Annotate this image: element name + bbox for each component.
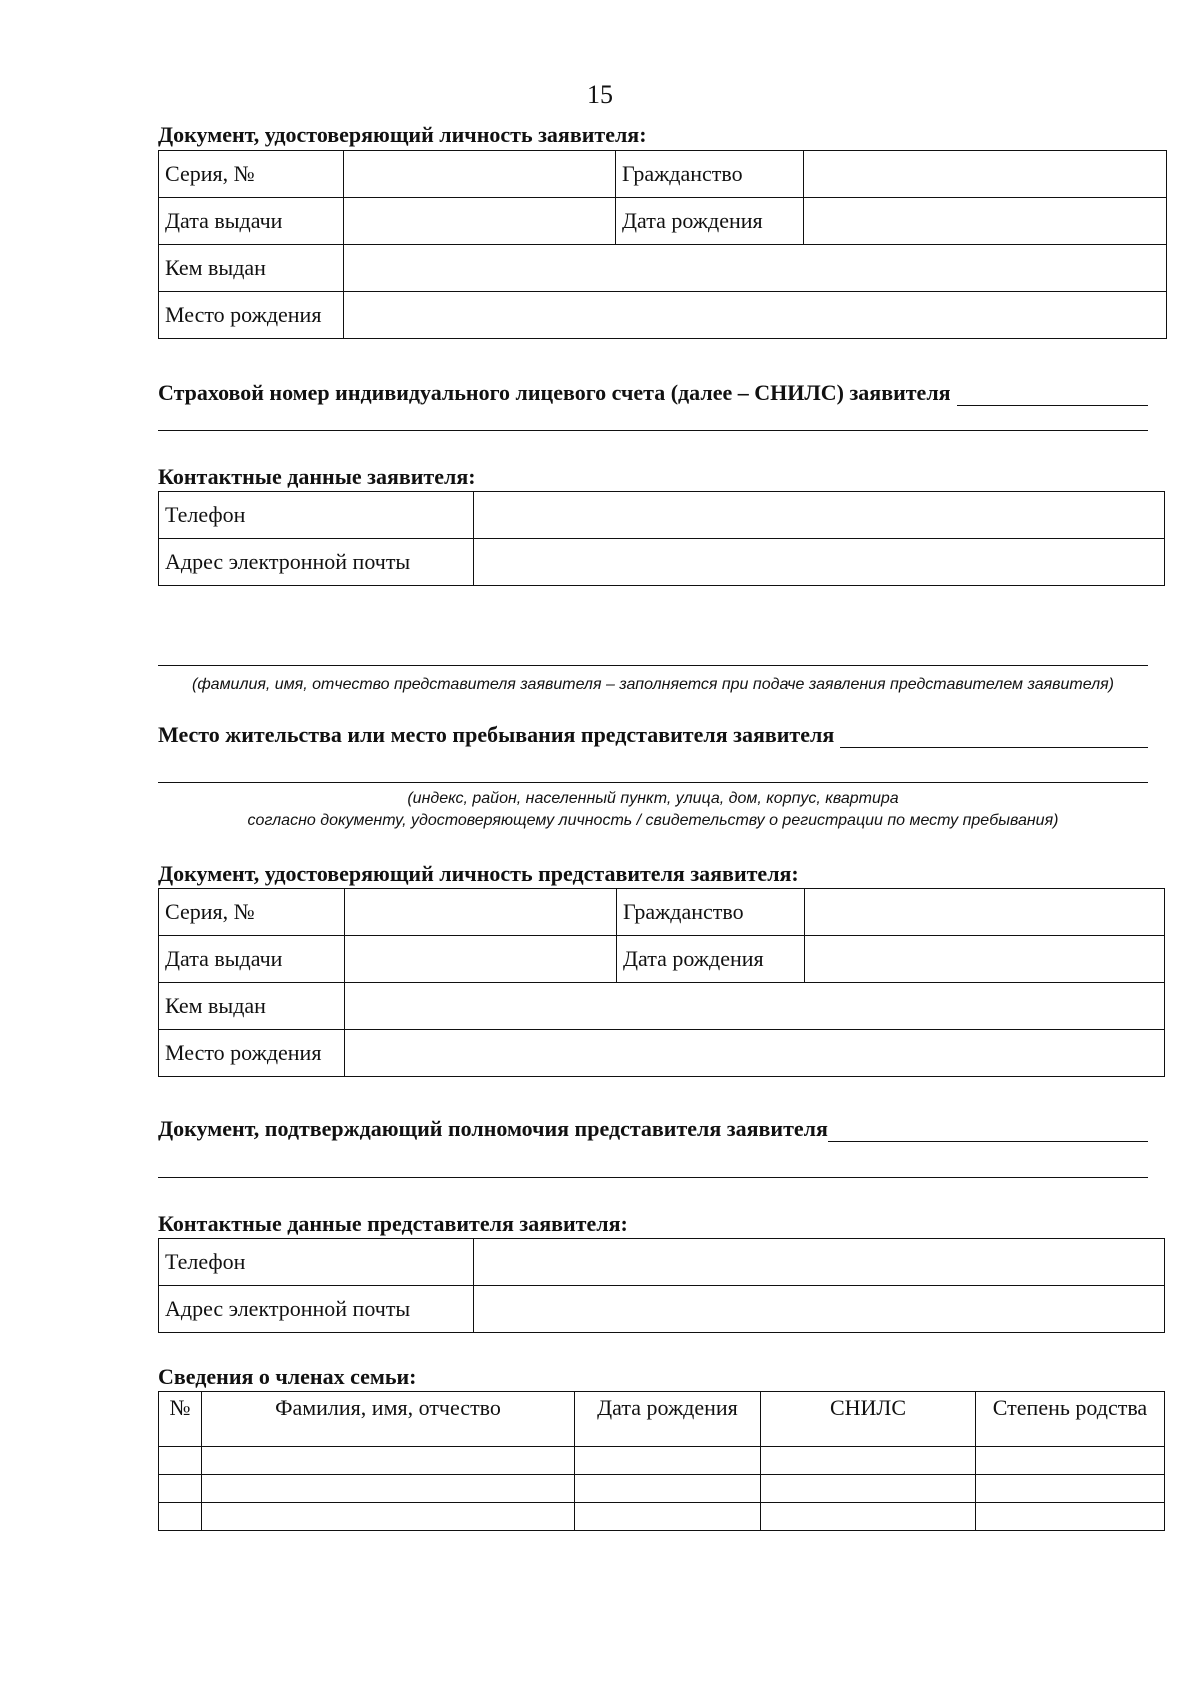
relationship-cell[interactable] [976,1475,1165,1503]
issued-by-field[interactable] [345,983,1165,1030]
representative-contacts-heading: Контактные данные представителя заявителя: [158,1211,628,1236]
birth-place-label: Место рождения [159,1030,345,1077]
phone-field[interactable] [474,492,1165,539]
full-name-cell[interactable] [202,1475,575,1503]
birth-date-cell[interactable] [575,1475,761,1503]
birth-place-field[interactable] [345,1030,1165,1077]
representative-name-caption: (фамилия, имя, отчество представителя заявителя – заполняется при подаче заявления представителем заявителя) [191,676,1114,693]
phone-label: Телефон [159,492,474,539]
snils-label: Страховой номер индивидуального лицевого счета (далее – СНИЛС) заявителя [158,380,951,405]
representative-contacts-table [158,1238,1165,1333]
series-label: Серия, № [159,889,345,936]
phone-label: Телефон [159,1239,474,1286]
snils-field[interactable] [957,385,1148,406]
birth-place-field[interactable] [344,292,1167,339]
authority-document-row [158,1116,1148,1142]
column-number: № [159,1392,202,1447]
issued-by-field[interactable] [344,245,1167,292]
table-row [159,889,1165,936]
table-row [159,983,1165,1030]
table-row [159,198,1167,245]
table-row [159,1475,1165,1503]
applicant-contacts-table [158,491,1165,586]
birth-date-cell[interactable] [575,1503,761,1531]
authority-document-field[interactable] [828,1121,1148,1142]
table-row [159,1447,1165,1475]
email-label: Адрес электронной почты [159,1286,474,1333]
citizenship-field[interactable] [804,151,1167,198]
family-header-row [159,1392,1165,1447]
residence-caption-line1: (индекс, район, населенный пункт, улица, дом, корпус, квартира [407,790,899,807]
column-birth-date: Дата рождения [575,1392,761,1447]
issue-date-field[interactable] [345,936,617,983]
applicant-document-table [158,150,1167,339]
representative-residence-row [158,722,1148,748]
issued-by-label: Кем выдан [159,245,344,292]
page-number: 15 [587,80,613,109]
table-row [159,492,1165,539]
series-field[interactable] [345,889,617,936]
issued-by-label: Кем выдан [159,983,345,1030]
email-field[interactable] [474,539,1165,586]
phone-field[interactable] [474,1239,1165,1286]
full-name-cell[interactable] [202,1503,575,1531]
family-heading: Сведения о членах семьи: [158,1364,417,1389]
birth-date-field[interactable] [805,936,1165,983]
family-table [158,1391,1165,1531]
birth-place-label: Место рождения [159,292,344,339]
table-row [159,1286,1165,1333]
citizenship-label: Гражданство [617,889,805,936]
authority-document-continuation[interactable] [158,1177,1148,1178]
table-row [159,1030,1165,1077]
applicant-contacts-heading: Контактные данные заявителя: [158,464,476,489]
applicant-document-heading: Документ, удостоверяющий личность заявителя: [158,122,647,147]
email-field[interactable] [474,1286,1165,1333]
table-row [159,936,1165,983]
series-field[interactable] [344,151,616,198]
column-full-name: Фамилия, имя, отчество [202,1392,575,1447]
issue-date-field[interactable] [344,198,616,245]
number-cell[interactable] [159,1475,202,1503]
birth-date-field[interactable] [804,198,1167,245]
number-cell[interactable] [159,1447,202,1475]
citizenship-field[interactable] [805,889,1165,936]
table-row [159,245,1167,292]
representative-document-heading: Документ, удостоверяющий личность представителя заявителя: [158,861,799,886]
relationship-cell[interactable] [976,1503,1165,1531]
table-row [159,151,1167,198]
number-cell[interactable] [159,1503,202,1531]
birth-date-cell[interactable] [575,1447,761,1475]
column-snils: СНИЛС [761,1392,976,1447]
table-row [159,1503,1165,1531]
column-relationship: Степень родства [976,1392,1165,1447]
relationship-cell[interactable] [976,1447,1165,1475]
birth-date-label: Дата рождения [616,198,804,245]
representative-residence-continuation[interactable] [158,782,1148,783]
table-row [159,292,1167,339]
residence-caption-line2: согласно документу, удостоверяющему личность / свидетельству о регистрации по месту пребывания) [247,812,1059,829]
snils-row [158,380,1148,406]
representative-name-field[interactable] [158,665,1148,666]
snils-field-continuation[interactable] [158,430,1148,431]
table-row [159,1239,1165,1286]
authority-document-label: Документ, подтверждающий полномочия представителя заявителя [158,1116,828,1141]
table-row [159,539,1165,586]
representative-document-table [158,888,1165,1077]
citizenship-label: Гражданство [616,151,804,198]
representative-residence-label: Место жительства или место пребывания представителя заявителя [158,722,835,747]
series-label: Серия, № [159,151,344,198]
snils-cell[interactable] [761,1503,976,1531]
birth-date-label: Дата рождения [617,936,805,983]
email-label: Адрес электронной почты [159,539,474,586]
snils-cell[interactable] [761,1475,976,1503]
representative-residence-field[interactable] [840,727,1148,748]
issue-date-label: Дата выдачи [159,198,344,245]
snils-cell[interactable] [761,1447,976,1475]
issue-date-label: Дата выдачи [159,936,345,983]
full-name-cell[interactable] [202,1447,575,1475]
